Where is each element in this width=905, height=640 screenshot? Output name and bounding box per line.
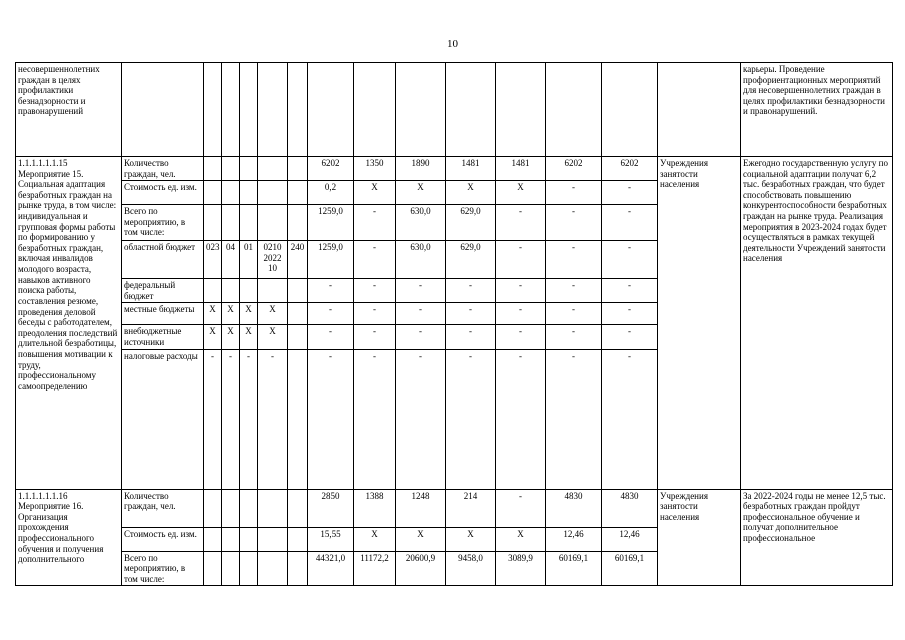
budget-code-cell [204, 489, 222, 527]
value-cell: - [308, 279, 354, 303]
value-cell: - [496, 489, 546, 527]
value-cell: - [602, 205, 658, 241]
budget-code-cell [222, 489, 240, 527]
value-cell: - [546, 349, 602, 489]
value-cell: - [446, 303, 496, 325]
value-cell: - [496, 349, 546, 489]
value-cell: 1388 [354, 489, 396, 527]
value-cell: Х [496, 527, 546, 551]
value-cell: 630,0 [396, 205, 446, 241]
program-measures-table [15, 62, 893, 586]
value-cell: 2850 [308, 489, 354, 527]
budget-code-cell [204, 279, 222, 303]
value-cell: - [354, 205, 396, 241]
value-cell: 1890 [396, 157, 446, 181]
value-cell: 44321,0 [308, 551, 354, 586]
budget-code-cell [258, 181, 288, 205]
budget-code-cell [258, 527, 288, 551]
page-number: 10 [447, 38, 458, 50]
indicator-label: Стоимость ед. изм. [122, 181, 204, 205]
value-cell: - [354, 303, 396, 325]
value-cell: 1350 [354, 157, 396, 181]
value-cell: 6202 [602, 157, 658, 181]
value-cell: - [602, 279, 658, 303]
value-cell: Х [354, 527, 396, 551]
value-cell: 15,55 [308, 527, 354, 551]
value-cell: 1481 [446, 157, 496, 181]
value-cell: - [602, 181, 658, 205]
value-cell: - [396, 279, 446, 303]
budget-code-cell: - [204, 349, 222, 489]
budget-code-cell [204, 205, 222, 241]
value-cell: - [546, 181, 602, 205]
indicator-label: Количество граждан, чел. [122, 489, 204, 527]
value-cell: Х [446, 527, 496, 551]
indicator-label: федеральный бюджет [122, 279, 204, 303]
value-cell: 0,2 [308, 181, 354, 205]
value-cell: - [396, 349, 446, 489]
budget-code-cell: 240 [288, 241, 308, 279]
executor: Учреждения занятости населения [658, 489, 741, 586]
table-row [16, 489, 893, 527]
value-cell: - [546, 325, 602, 349]
value-cell: - [396, 303, 446, 325]
budget-code-cell [258, 551, 288, 586]
value-cell: - [496, 279, 546, 303]
indicator-label: Стоимость ед. изм. [122, 527, 204, 551]
budget-code-cell [240, 489, 258, 527]
budget-code-cell [288, 325, 308, 349]
budget-code-cell: 01 [240, 241, 258, 279]
value-cell: 60169,1 [546, 551, 602, 586]
expected-result: Ежегодно государственную услугу по социальной адаптации получат 6,2 тыс. безработных граждан, что будет способствовать повышению конкурентоспособности безработных граждан на рынке труда. Реализация мероприятия в 2023-2024 годах будет осуществляться в рамках текущей деятельности Учреждений занятости населения [741, 157, 893, 490]
value-cell: - [354, 279, 396, 303]
value-cell: - [496, 205, 546, 241]
budget-code-cell [288, 205, 308, 241]
budget-code-cell: Х [258, 325, 288, 349]
value-cell: 20600,9 [396, 551, 446, 586]
value-cell: - [396, 325, 446, 349]
value-cell: - [308, 325, 354, 349]
value-cell: 11172,2 [354, 551, 396, 586]
value-cell: 4830 [602, 489, 658, 527]
continuation-measure-name: несовершеннолетних граждан в целях профилактики безнадзорности и правонарушений [16, 63, 122, 157]
budget-code-cell [204, 551, 222, 586]
indicator-label: внебюджетные источники [122, 325, 204, 349]
measure-name: 1.1.1.1.1.1.16 Мероприятие 16. Организация прохождения профессионального обучения и получения дополнительного [16, 489, 122, 586]
value-cell: 1259,0 [308, 241, 354, 279]
budget-code-cell [288, 551, 308, 586]
value-cell: 629,0 [446, 205, 496, 241]
budget-code-cell: Х [204, 325, 222, 349]
budget-code-cell [240, 205, 258, 241]
continuation-result: карьеры. Проведение профориентационных мероприятий для несовершеннолетних граждан в целях профилактики безнадзорности и правонарушений. [741, 63, 893, 157]
indicator-label: Всего по мероприятию, в том числе: [122, 205, 204, 241]
value-cell: Х [396, 181, 446, 205]
value-cell: - [446, 325, 496, 349]
budget-code-cell [240, 181, 258, 205]
value-cell: - [602, 349, 658, 489]
value-cell: - [354, 325, 396, 349]
budget-code-cell [204, 157, 222, 181]
value-cell: 12,46 [546, 527, 602, 551]
budget-code-cell: Х [258, 303, 288, 325]
budget-code-cell: Х [222, 303, 240, 325]
value-cell: 12,46 [602, 527, 658, 551]
budget-code-cell: Х [240, 325, 258, 349]
budget-code-cell: - [240, 349, 258, 489]
table-row [16, 157, 893, 181]
budget-code-cell [288, 181, 308, 205]
budget-code-cell [288, 489, 308, 527]
indicator-label: Всего по мероприятию, в том числе: [122, 551, 204, 586]
budget-code-cell: - [258, 349, 288, 489]
value-cell: - [546, 303, 602, 325]
measure-name: 1.1.1.1.1.1.15 Мероприятие 15. Социальная адаптация безработных граждан на рынке труда, в том числе: индивидуальная и групповая формы работы по формированию у безработных граждан, включая инвалидов молодого возраста, навыков активного поиска работы, составления резюме, проведения деловой беседы с работодателем, преодоления последствий длительной безработицы, повышения мотивации к труду, профессиональному самоопределению [16, 157, 122, 490]
executor: Учреждения занятости населения [658, 157, 741, 490]
budget-code-cell [288, 349, 308, 489]
indicator-label: Количество граждан, чел. [122, 157, 204, 181]
continuation-row [16, 63, 893, 157]
value-cell: 1481 [496, 157, 546, 181]
budget-code-cell [240, 279, 258, 303]
budget-code-cell [288, 279, 308, 303]
budget-code-cell [222, 181, 240, 205]
value-cell: - [308, 303, 354, 325]
value-cell: - [446, 279, 496, 303]
value-cell: 1259,0 [308, 205, 354, 241]
value-cell: - [354, 349, 396, 489]
budget-code-cell: Х [222, 325, 240, 349]
budget-code-cell [222, 205, 240, 241]
value-cell: 630,0 [396, 241, 446, 279]
value-cell: 629,0 [446, 241, 496, 279]
budget-code-cell [288, 527, 308, 551]
value-cell: - [496, 303, 546, 325]
budget-code-cell [240, 527, 258, 551]
value-cell: - [446, 349, 496, 489]
budget-code-cell: Х [204, 303, 222, 325]
indicator-label: местные бюджеты [122, 303, 204, 325]
value-cell: 4830 [546, 489, 602, 527]
budget-code-cell [222, 551, 240, 586]
budget-code-cell: - [222, 349, 240, 489]
value-cell: - [546, 241, 602, 279]
indicator-label: налоговые расходы [122, 349, 204, 489]
value-cell: Х [446, 181, 496, 205]
budget-code-cell [258, 205, 288, 241]
value-cell: - [496, 241, 546, 279]
value-cell: - [496, 325, 546, 349]
budget-code-cell [258, 279, 288, 303]
budget-code-cell [258, 489, 288, 527]
value-cell: - [602, 241, 658, 279]
budget-code-cell [288, 157, 308, 181]
value-cell: 9458,0 [446, 551, 496, 586]
value-cell: 60169,1 [602, 551, 658, 586]
budget-code-cell [240, 157, 258, 181]
budget-code-cell: 0210 2022 10 [258, 241, 288, 279]
budget-code-cell [222, 279, 240, 303]
budget-code-cell [288, 303, 308, 325]
value-cell: 214 [446, 489, 496, 527]
budget-code-cell [204, 181, 222, 205]
budget-code-cell [240, 551, 258, 586]
budget-code-cell: Х [240, 303, 258, 325]
budget-code-cell: 04 [222, 241, 240, 279]
indicator-label: областной бюджет [122, 241, 204, 279]
value-cell: Х [496, 181, 546, 205]
value-cell: 3089,9 [496, 551, 546, 586]
budget-code-cell [204, 527, 222, 551]
value-cell: 1248 [396, 489, 446, 527]
budget-code-cell [222, 157, 240, 181]
budget-code-cell [258, 157, 288, 181]
value-cell: - [602, 325, 658, 349]
value-cell: Х [354, 181, 396, 205]
value-cell: - [546, 205, 602, 241]
value-cell: - [602, 303, 658, 325]
value-cell: 6202 [546, 157, 602, 181]
budget-code-cell: 023 [204, 241, 222, 279]
expected-result: За 2022-2024 годы не менее 12,5 тыс. безработных граждан пройдут профессиональное обучение и получат дополнительное профессиональное [741, 489, 893, 586]
value-cell: - [354, 241, 396, 279]
value-cell: - [546, 279, 602, 303]
budget-code-cell [222, 527, 240, 551]
value-cell: 6202 [308, 157, 354, 181]
value-cell: - [308, 349, 354, 489]
value-cell: Х [396, 527, 446, 551]
